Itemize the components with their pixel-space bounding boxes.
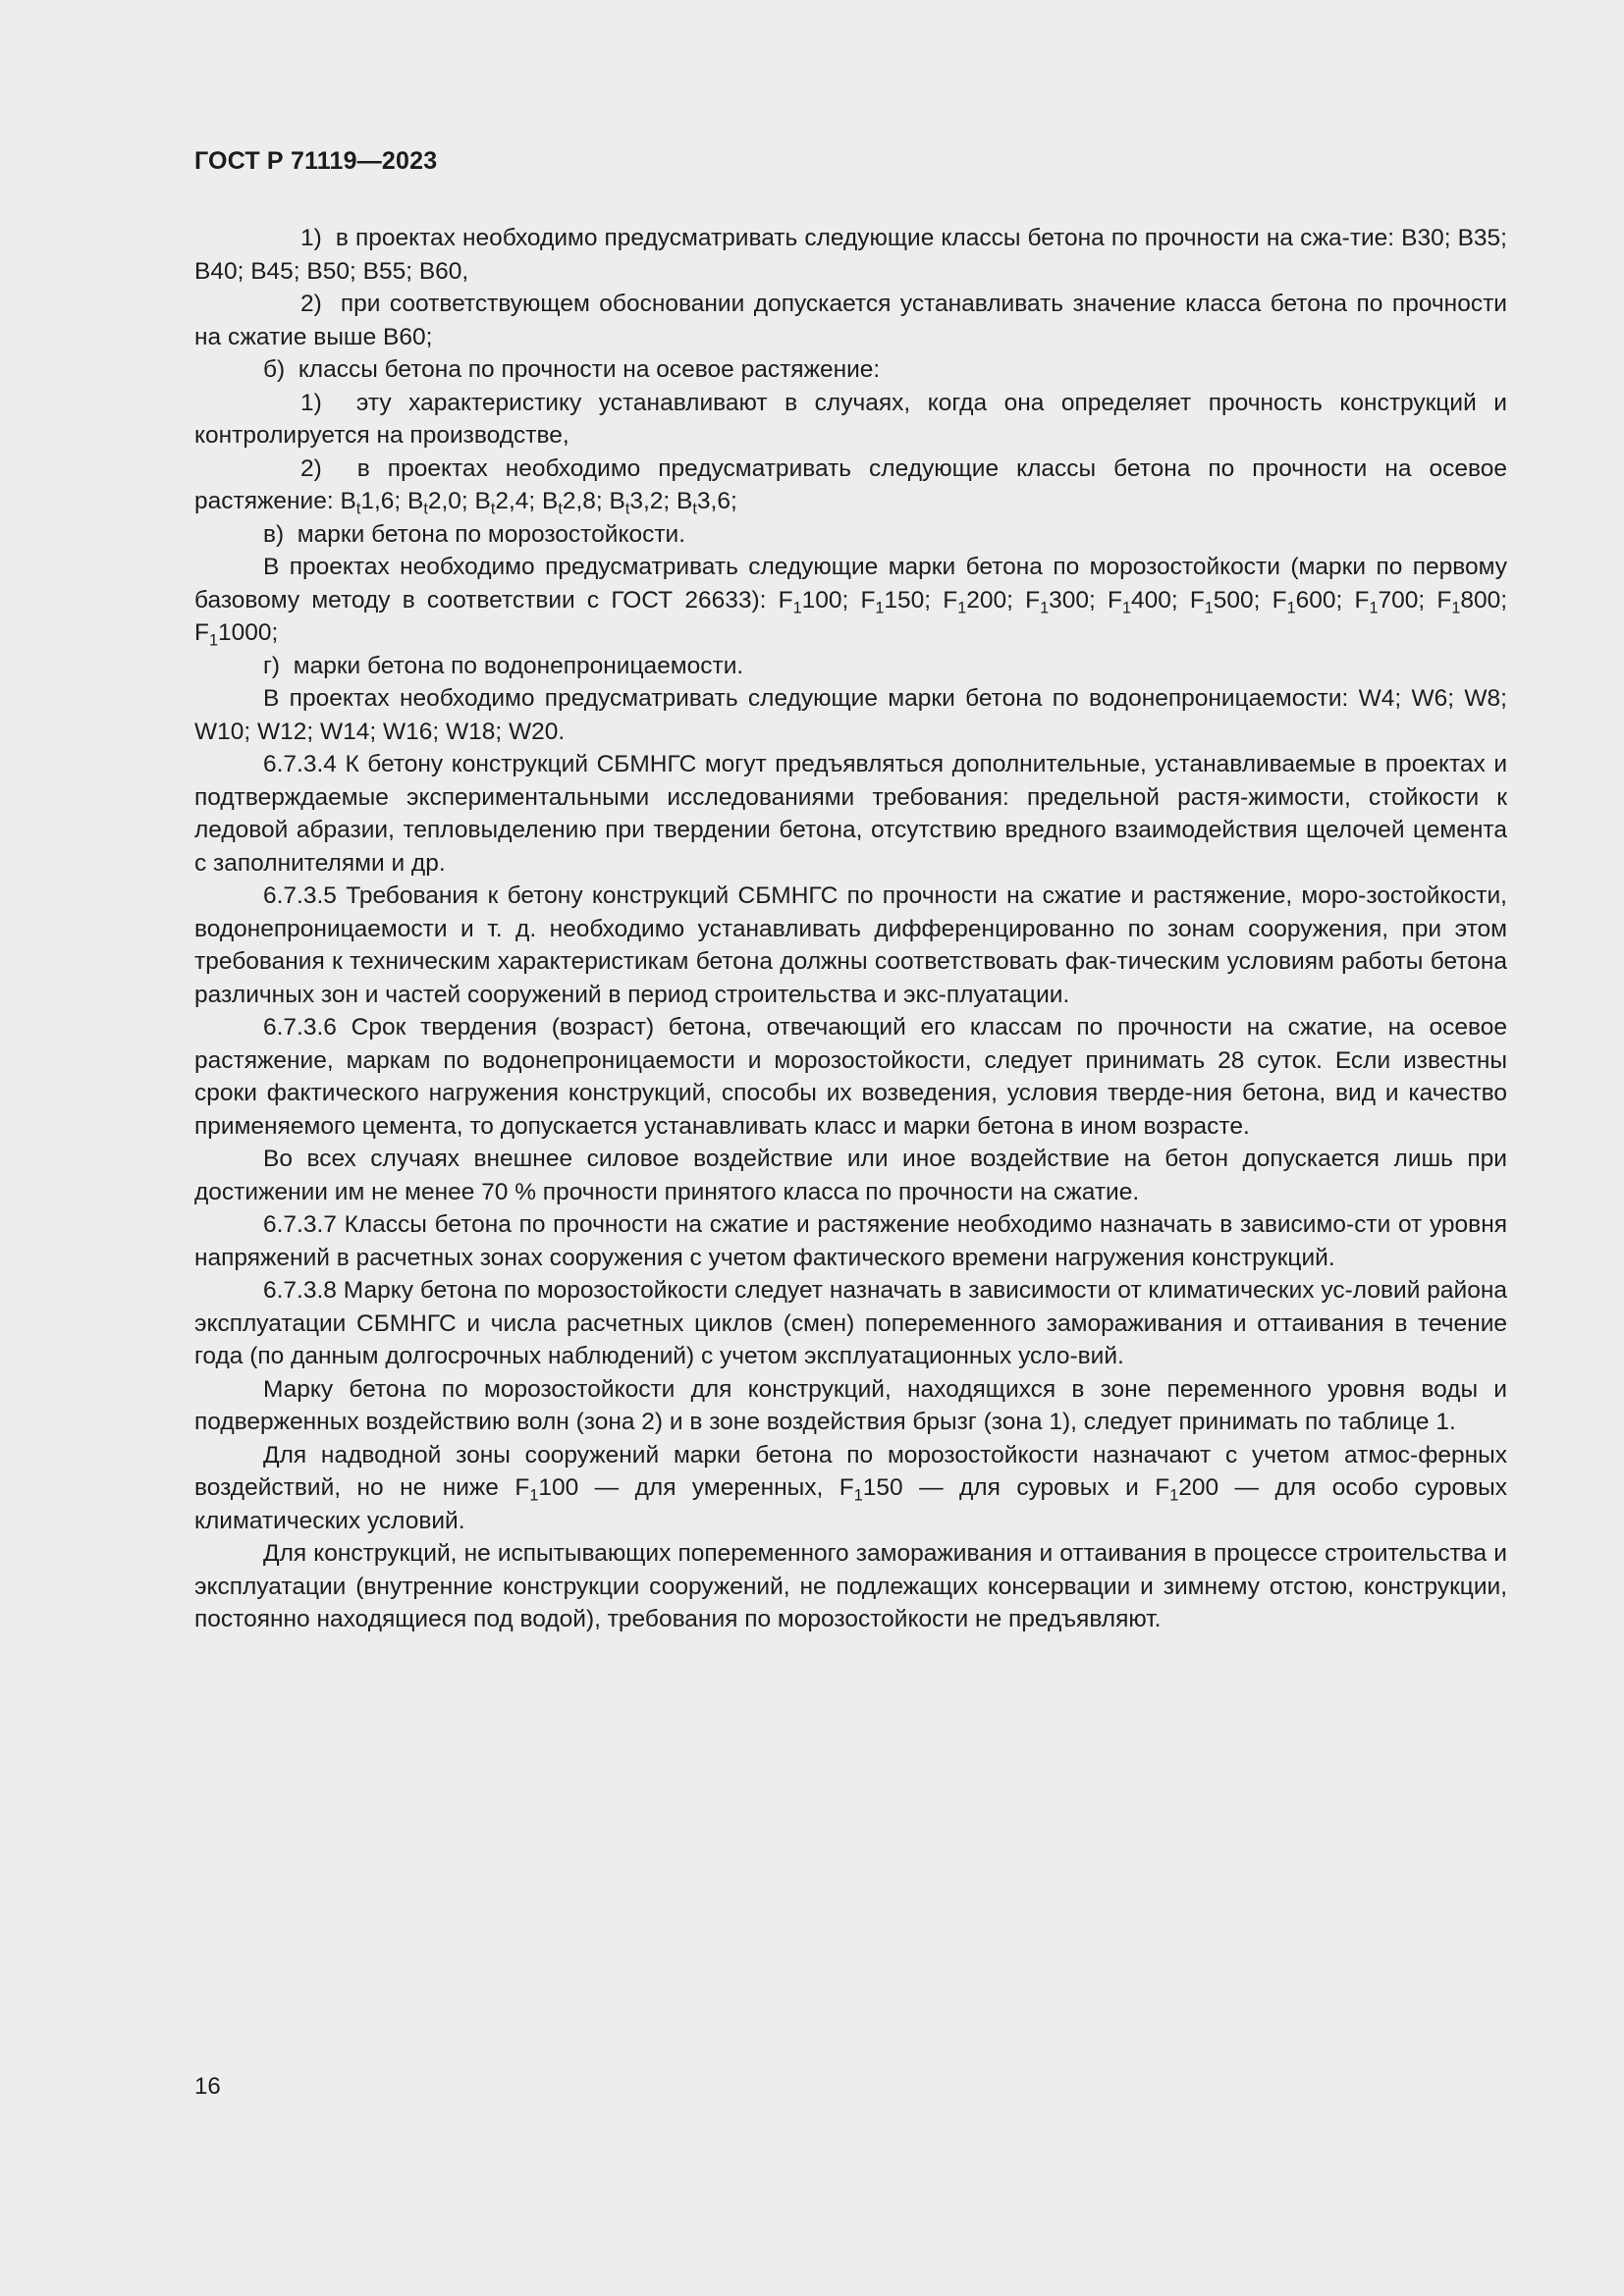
subscript: t: [355, 500, 361, 518]
paragraph-text: 150 — для суровых и F: [862, 1474, 1170, 1501]
paragraph: [194, 518, 1507, 552]
document-body: [194, 222, 1507, 1636]
paragraph-text: 2,8; В: [562, 488, 625, 514]
list-marker: 2): [300, 454, 357, 482]
subscript: 1: [853, 1486, 863, 1505]
paragraph-text: В проектах необходимо предусматривать следующие марки бетона по морозостойкости (марки по первому базовому методу в соответствии с ГОСТ 26633): F: [194, 554, 1507, 614]
paragraph-text: 3,2; В: [629, 488, 693, 514]
subscript: 1: [792, 599, 802, 617]
paragraph-text: 2,0; В: [427, 488, 491, 514]
paragraph-text: в проектах необходимо предусматривать следующие классы бетона по прочности на осевое растяжение: В: [194, 454, 1508, 514]
subscript: 1: [1204, 599, 1214, 617]
subscript: t: [624, 500, 630, 518]
paragraph: [194, 288, 1507, 353]
paragraph: [194, 1208, 1507, 1274]
subscript: 1: [529, 1486, 539, 1505]
subscript: t: [692, 500, 697, 518]
list-marker: г): [263, 652, 294, 679]
paragraph: [194, 387, 1507, 453]
list-marker: б): [263, 356, 298, 383]
paragraph-text: 700; F: [1378, 586, 1452, 614]
paragraph-text: 200 — для особо суровых климатических условий.: [194, 1474, 1507, 1534]
paragraph-text: 2,4; В: [495, 488, 559, 514]
paragraph-text: 6.7.3.5 Требования к бетону конструкций СБМНГС по прочности на сжатие и растяжение, моро-зостойкости, водонепроницаемости и т. д. необходимо устанавливать дифференцированно по зонам сооружения, при этом требования к техническим характеристикам бетона должны соответствовать фак-тическим условиям работы бетона различных зон и частей сооружений в период строительства и экс-плуатации.: [194, 882, 1507, 1008]
paragraph-text: при соответствующем обосновании допускается устанавливать значение класса бетона по прочности на сжатие выше В60;: [194, 291, 1507, 350]
list-marker: 1): [300, 389, 356, 416]
subscript: 1: [957, 599, 967, 617]
subscript: t: [558, 500, 563, 518]
paragraph-text: 6.7.3.6 Срок твердения (возраст) бетона, отвечающий его классам по прочности на сжатие, на осевое растяжение, маркам по водонепроницаемости и морозостойкости, следует принимать 28 суток. Если известны сроки фактического нагружения конструкций, способы их возведения, условия тверде-ния бетона, вид и качество применяемого цемента, то допускается устанавливать класс и марки бетона в ином возрасте.: [194, 1014, 1507, 1140]
paragraph: [194, 1274, 1507, 1373]
paragraph-text: марки бетона по водонепроницаемости.: [293, 652, 744, 679]
subscript: 1: [1169, 1486, 1179, 1505]
paragraph-text: 6.7.3.4 К бетону конструкций СБМНГС могут предъявляться дополнительные, устанавливаемые в проектах и подтверждаемые экспериментальными исследованиями требования: предельной растя-жимости, стойкости к ледовой абразии, тепловыделению при твердении бетона, отсутствию вредного взаимодействия щелочей цемента с заполнителями и др.: [194, 751, 1507, 877]
list-marker: 2): [300, 291, 341, 317]
paragraph: [194, 1373, 1507, 1439]
paragraph-text: В проектах необходимо предусматривать следующие марки бетона по водонепроницаемости: W4; W6; W8; W10; W12; W14; W16; W18; W20.: [194, 685, 1507, 745]
subscript: 1: [208, 631, 218, 650]
paragraph-text: Для конструкций, не испытывающих попеременного замораживания и оттаивания в процессе строительства и эксплуатации (внутренние конструкции сооружений, не подлежащих консервации и зимнему отстою, конструкции, постоянно находящиеся под водой), требования по морозостойкости не предъявляют.: [194, 1540, 1507, 1632]
paragraph-text: 300; F: [1049, 586, 1122, 614]
paragraph-text: в проектах необходимо предусматривать следующие классы бетона по прочности на сжа-тие: В30; В35; В40; В45; В50; В55; В60,: [194, 225, 1507, 285]
document-header: ГОСТ Р 71119—2023: [194, 147, 438, 175]
paragraph: [194, 222, 1507, 288]
page-number: 16: [194, 2073, 221, 2100]
paragraph: [194, 1011, 1507, 1143]
paragraph-text: 150; F: [884, 586, 958, 614]
paragraph-text: эту характеристику устанавливают в случаях, когда она определяет прочность конструкций и контролируется на производстве,: [194, 389, 1507, 449]
paragraph: [194, 1537, 1507, 1636]
paragraph-text: Во всех случаях внешнее силовое воздействие или иное воздействие на бетон допускается лишь при достижении им не менее 70 % прочности принятого класса по прочности на сжатие.: [194, 1146, 1507, 1205]
subscript: t: [423, 500, 428, 518]
subscript: 1: [1451, 599, 1461, 617]
paragraph: [194, 551, 1507, 650]
paragraph-text: Для надводной зоны сооружений марки бетона по морозостойкости назначают с учетом атмос-ферных воздействий, но не ниже F: [194, 1441, 1507, 1501]
paragraph-text: 1000;: [217, 619, 279, 646]
list-marker: 1): [300, 225, 336, 251]
subscript: 1: [1286, 599, 1296, 617]
subscript: 1: [1369, 599, 1379, 617]
paragraph-text: 500; F: [1213, 586, 1287, 614]
paragraph-text: классы бетона по прочности на осевое растяжение:: [298, 356, 881, 383]
paragraph-text: 6.7.3.7 Классы бетона по прочности на сжатие и растяжение необходимо назначать в зависимо-сти от уровня напряжений в расчетных зонах сооружения с учетом фактического времени нагружения конструкций.: [194, 1211, 1507, 1271]
paragraph-text: 100; F: [801, 586, 876, 614]
subscript: 1: [875, 599, 885, 617]
paragraph: [194, 1143, 1507, 1208]
paragraph-text: 3,6;: [696, 488, 737, 514]
paragraph: [194, 353, 1507, 387]
paragraph: [194, 650, 1507, 683]
paragraph-text: 400; F: [1130, 586, 1205, 614]
paragraph: [194, 748, 1507, 880]
list-marker: в): [263, 520, 298, 548]
subscript: 1: [1121, 599, 1131, 617]
paragraph-text: 100 — для умеренных, F: [538, 1474, 854, 1501]
paragraph-text: 600; F: [1295, 586, 1370, 614]
paragraph: [194, 880, 1507, 1011]
paragraph-text: 200; F: [966, 586, 1041, 614]
paragraph-text: Марку бетона по морозостойкости для конструкций, находящихся в зоне переменного уровня воды и подверженных воздействию волн (зона 2) и в зоне воздействия брызг (зона 1), следует принимать по таблице 1.: [194, 1375, 1507, 1435]
paragraph: [194, 682, 1507, 748]
paragraph-text: 800; F: [194, 586, 1508, 646]
subscript: 1: [1040, 599, 1050, 617]
subscript: t: [490, 500, 496, 518]
paragraph-text: 6.7.3.8 Марку бетона по морозостойкости следует назначать в зависимости от климатических ус-ловий района эксплуатации СБМНГС и числа расчетных циклов (смен) попеременного замораживания и оттаивания в течение года (по данным долгосрочных наблюдений) с учетом эксплуатационных усло-вий.: [194, 1277, 1507, 1369]
paragraph-text: марки бетона по морозостойкости.: [297, 520, 686, 548]
paragraph: [194, 453, 1507, 518]
paragraph: [194, 1439, 1507, 1538]
paragraph-text: 1,6; В: [360, 488, 424, 514]
